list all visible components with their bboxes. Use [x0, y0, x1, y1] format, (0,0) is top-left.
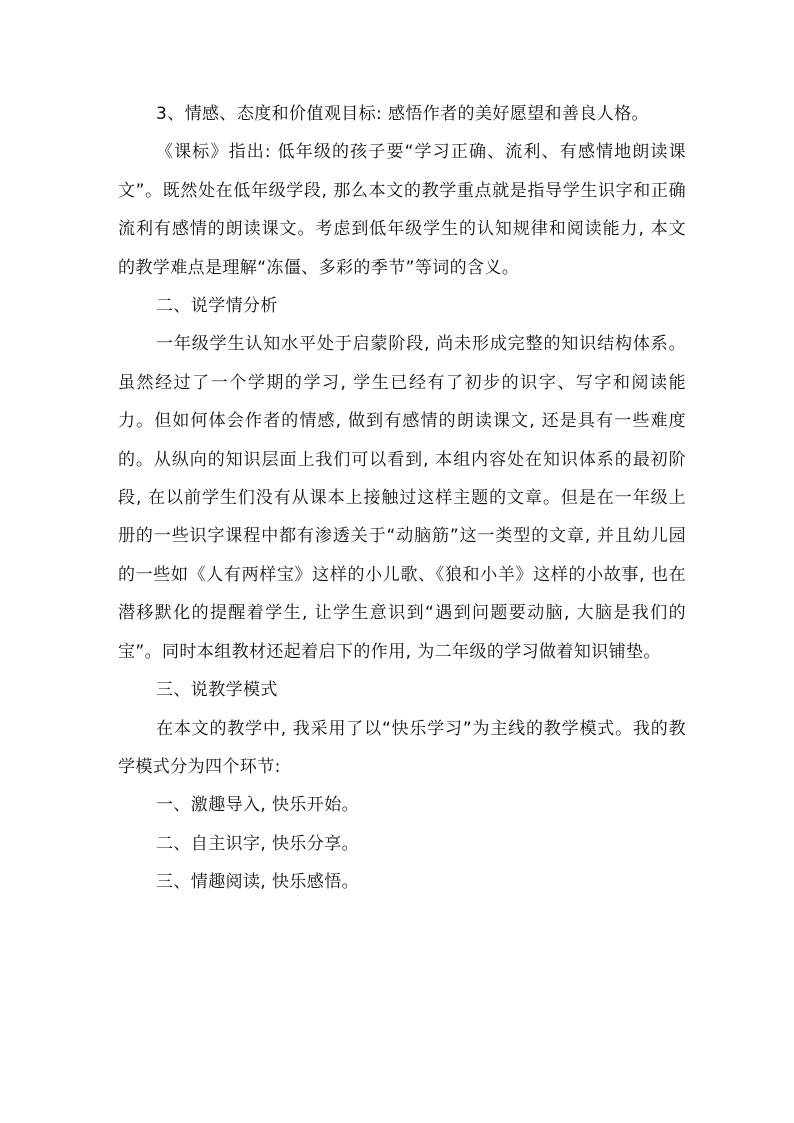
list-item-step-2: 二、自主识字, 快乐分享。	[156, 833, 360, 854]
paragraph-goal-emotion: 3、情感、态度和价值观目标: 感悟作者的美好愿望和善良人格。	[156, 104, 649, 124]
document-body	[118, 95, 686, 902]
paragraph-teaching-mode: 在本文的教学中, 我采用了以“快乐学习”为主线的教学模式。我的教学模式分为四个环节:	[118, 718, 686, 777]
list-item-step-1: 一、激趣导入, 快乐开始。	[156, 795, 360, 816]
paragraph-learner-analysis: 一年级学生认知水平处于启蒙阶段, 尚未形成完整的知识结构体系。虽然经过了一个学期的学习, 学生已经有了初步的识字、写字和阅读能力。但如何体会作者的情感, 做到有感情的朗读课文, 还是具有一些难度的。从纵向的知识层面上我们可以看到, 本组内容处在知识体系的最初阶段, 在以前学生们没有从课本上接触过这样主题的文章。但是在一年级上册的一些识字课程中都有渗透关于“动脑筋”这一类型的文章, 并且幼儿园的一些如《人有两样宝》这样的小儿歌、《狼和小羊》这样的小故事, 也在潜移默化的提醒着学生, 让学生意识到“遇到问题要动脑, 大脑是我们的宝”。同时本组教材还起着启下的作用, 为二年级的学习做着知识铺垫。	[118, 334, 686, 662]
heading-teaching-mode: 三、说教学模式	[156, 680, 278, 701]
list-item-step-3: 三、情趣阅读, 快乐感悟。	[156, 872, 360, 893]
heading-learner-analysis: 二、说学情分析	[156, 296, 278, 317]
paragraph-curriculum-standard: 《课标》指出: 低年级的孩子要“学习正确、流利、有感情地朗读课文”。既然处在低年级学段, 那么本文的教学重点就是指导学生识字和正确流利有感情的朗读课文。考虑到低年级学生的认知规律和阅读能力, 本文的教学难点是理解“冻僵、多彩的季节”等词的含义。	[118, 142, 686, 278]
